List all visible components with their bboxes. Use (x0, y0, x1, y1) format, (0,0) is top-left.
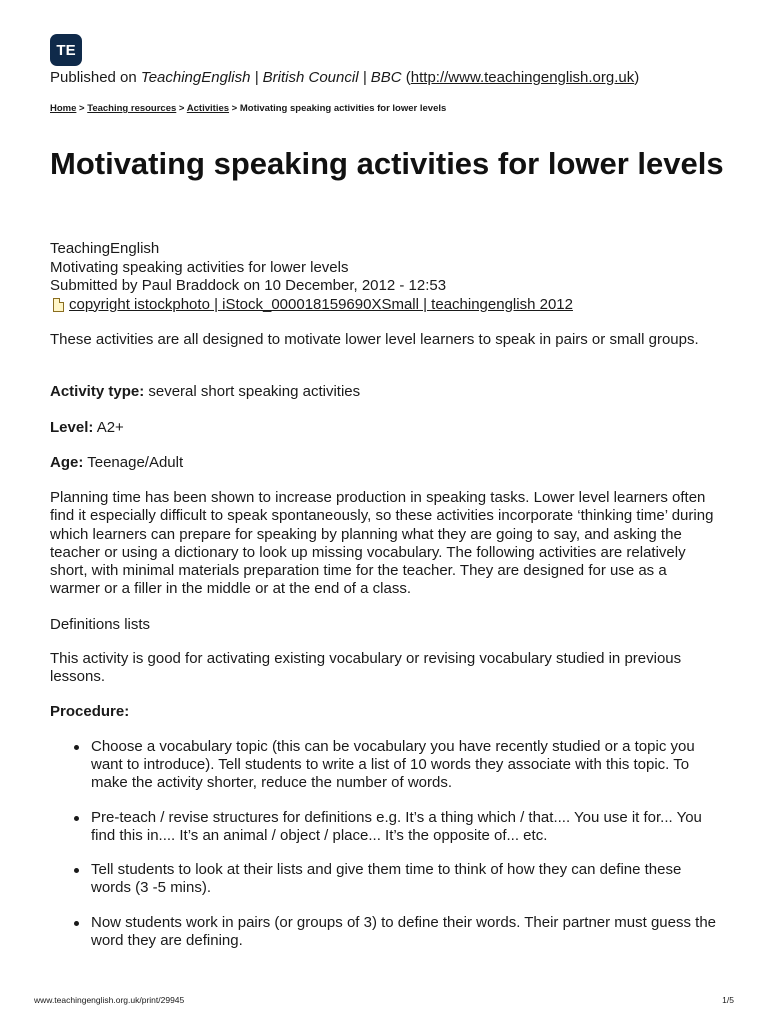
breadcrumb-home-link[interactable]: Home (50, 103, 77, 114)
file-icon (53, 298, 64, 312)
breadcrumb-teaching-resources-link[interactable]: Teaching resources (87, 103, 177, 114)
procedure-list (72, 861, 722, 897)
breadcrumb-activities-link[interactable]: Activities (186, 103, 230, 114)
page-number: 1/5 (722, 995, 734, 1005)
procedure-list (72, 914, 722, 950)
activity-type-line (50, 383, 718, 401)
procedure-item: Tell students to look at their lists and give them time to think of how they can define these words (3 -5 mins). (72, 861, 722, 897)
breadcrumb-separator: > (76, 103, 88, 114)
meta-subtitle: Motivating speaking activities for lower levels (50, 258, 349, 276)
attachment-link[interactable]: copyright istockphoto | iStock_000018159690XSmall | teachingenglish 2012 (69, 295, 573, 313)
intro-paragraph: These activities are all designed to motivate lower level learners to speak in pairs or small groups. (50, 331, 699, 348)
level-line (50, 419, 718, 437)
page-title: Motivating speaking activities for lower levels (50, 146, 724, 181)
age-value: Teenage/Adult (83, 454, 184, 471)
age-line (50, 454, 718, 472)
activity-type-value: several short speaking activities (144, 383, 361, 400)
procedure-item: Now students work in pairs (or groups of 3) to define their words. Their partner must guess the word they are defining. (72, 914, 722, 950)
published-on-line (50, 68, 639, 88)
breadcrumb (50, 103, 446, 115)
procedure-item: Choose a vocabulary topic (this can be vocabulary you have recently studied or a topic you want to introduce). Tell students to write a list of 10 words they associate with this topic. To make the activity shorter, reduce the number of words. (72, 738, 722, 792)
breadcrumb-separator: > (229, 103, 240, 114)
published-close-paren: ) (634, 69, 640, 86)
breadcrumb-current: Motivating speaking activities for lower levels (239, 103, 447, 114)
meta-source: TeachingEnglish (50, 240, 160, 257)
activity-type-label: Activity type: (50, 383, 145, 400)
section-intro-paragraph: This activity is good for activating existing vocabulary or revising vocabulary studied in previous lessons. (50, 650, 682, 686)
published-open-paren: ( (401, 69, 411, 86)
site-url-link[interactable]: http://www.teachingenglish.org.uk (410, 69, 635, 86)
level-value: A2+ (93, 419, 124, 436)
procedure-item: Pre-teach / revise structures for definitions e.g. It’s a thing which / that.... You use it for... You find this in.... It’s an animal / object / place... It’s the opposite of... etc. (72, 809, 722, 845)
published-site: TeachingEnglish | British Council | BBC (140, 69, 402, 86)
meta-submitted: Submitted by Paul Braddock on 10 December, 2012 - 12:53 (50, 277, 447, 294)
attachment-row (50, 296, 573, 315)
procedure-label: Procedure: (50, 703, 130, 720)
footer-url: www.teachingenglish.org.uk/print/29945 (34, 995, 185, 1005)
article-meta (50, 240, 573, 314)
level-label: Level: (50, 419, 94, 436)
procedure-list (72, 809, 722, 845)
breadcrumb-separator: > (176, 103, 187, 114)
procedure-list (72, 738, 722, 792)
section-heading: Definitions lists (50, 616, 151, 633)
planning-paragraph: Planning time has been shown to increase production in speaking tasks. Lower level learners often find it especially difficult to speak spontaneously, so these activities incorporate ‘thinking time’ during which learners can prepare for speaking by planning what they are going to say, and asking the teacher or using a dictionary to look up missing vocabulary. The following activities are relatively short, with minimal materials preparation time for the teacher. They are designed for use as a warmer or a filler in the middle or at the end of a class. (50, 489, 714, 598)
age-label: Age: (50, 454, 84, 471)
published-prefix: Published on (50, 69, 141, 86)
procedure-heading (50, 703, 718, 721)
teachingenglish-logo: TE (50, 34, 82, 66)
